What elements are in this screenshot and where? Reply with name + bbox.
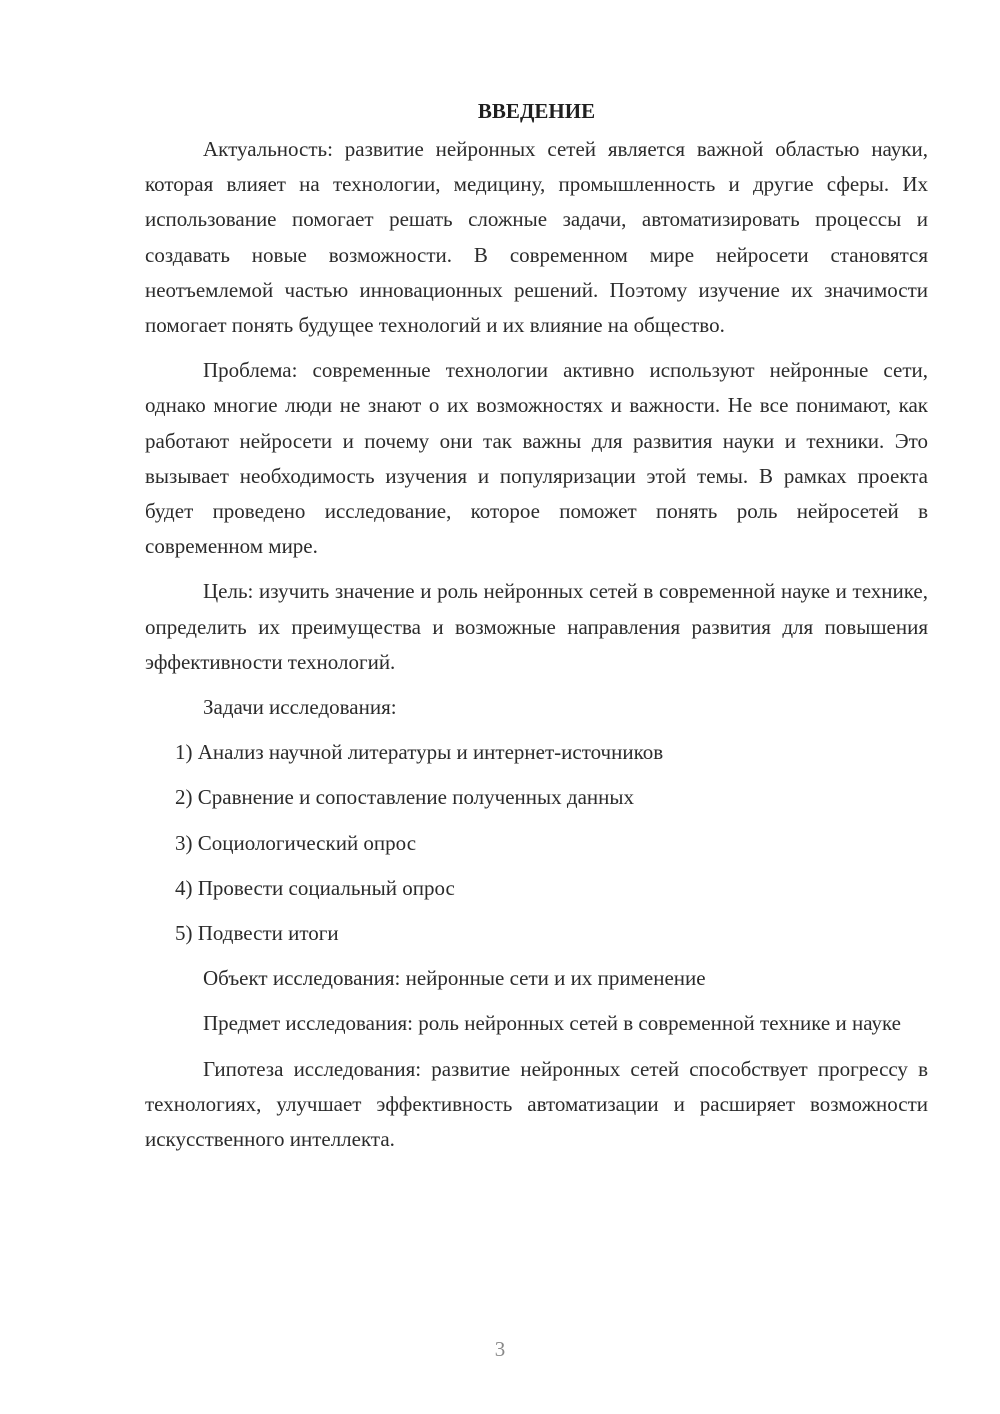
page-number: 3 [494, 1337, 506, 1361]
tasks-heading: Задачи исследования: [203, 695, 397, 720]
subject-paragraph: Предмет исследования: роль нейронных сетей в современной технике и науке [203, 1011, 901, 1036]
goal-paragraph: Цель: изучить значение и роль нейронных сетей в современной науке и технике, определить их преимущества и возможные направления развития для повышения эффективности технологий. [145, 579, 928, 674]
tasks-list [145, 735, 928, 951]
list-item: 5) Подвести итоги [175, 921, 339, 946]
object-paragraph: Объект исследования: нейронные сети и их применение [203, 966, 706, 991]
list-item: 4) Провести социальный опрос [175, 875, 455, 900]
list-item: 3) Социологический опрос [175, 830, 417, 855]
hypothesis-paragraph: Гипотеза исследования: развитие нейронных сетей способствует прогрессу в технологиях, улучшает эффективность автоматизации и расширяет возможности искусственного интеллекта. [145, 1056, 928, 1152]
list-item: 2) Сравнение и сопоставление полученных данных [175, 785, 634, 810]
list-item: 1) Анализ научной литературы и интернет-источников [175, 740, 664, 765]
page-title: ВВЕДЕНИЕ [477, 99, 596, 123]
relevance-paragraph: Актуальность: развитие нейронных сетей является важной областью науки, которая влияет на технологии, медицину, промышленность и другие сферы. Их использование помогает решать сложные задачи, автоматизировать процессы и создавать новые возможности. В современном мире нейросети становятся неотъемлемой частью инновационных решений. Поэтому изучение их значимости помогает понять будущее технологий и их влияние на общество. [145, 137, 928, 338]
problem-paragraph: Проблема: современные технологии активно используют нейронные сети, однако многие люди не знают о их возможностях и важности. Не все понимают, как работают нейросети и почему они так важны для развития науки и техники. Это вызывает необходимость изучения и популяризации этой темы. В рамках проекта будет проведено исследование, которое поможет понять роль нейросетей в современном мире. [145, 358, 928, 559]
